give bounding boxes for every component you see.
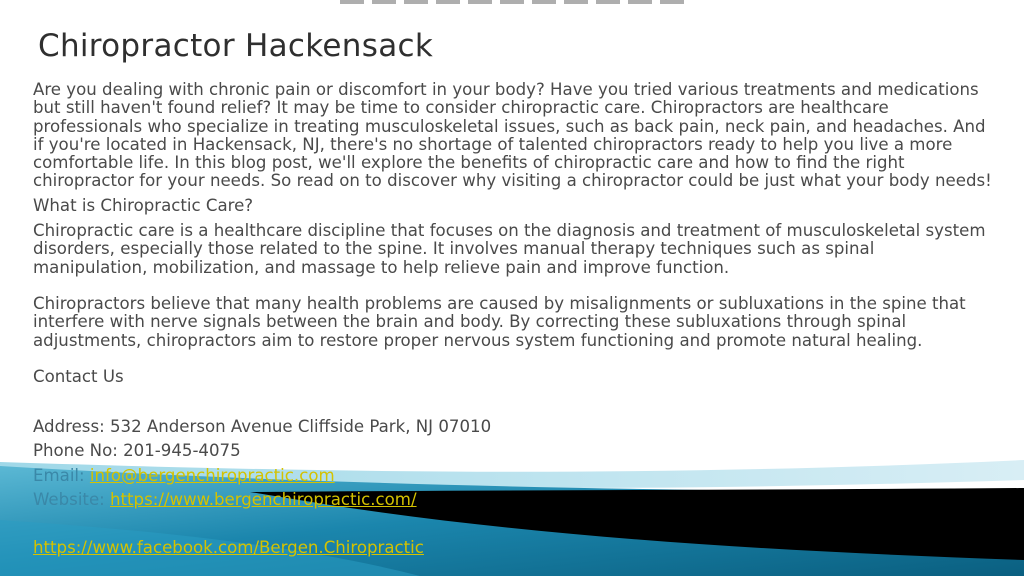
section-heading: What is Chiropractic Care? <box>33 195 254 215</box>
email-label: Email: <box>33 465 85 485</box>
website-line <box>33 488 993 512</box>
contact-heading: Contact Us <box>33 366 124 386</box>
phone-line: Phone No: 201-945-4075 <box>33 441 241 461</box>
chiropractic-care-paragraph: Chiropractic care is a healthcare discipline that focuses on the diagnosis and treatment of musculoskeletal system disorders, especially those related to the spine. It involves manual therapy techniques such as spinal manipulation, mobilization, and massage to help relieve pain and improve function. <box>33 221 986 277</box>
page-title: Chiropractor Hackensack <box>38 28 434 64</box>
website-label: Website: <box>33 490 105 510</box>
website-link[interactable]: https://www.bergenchiropractic.com/ <box>110 490 417 510</box>
address-line: Address: 532 Anderson Avenue Cliffside Park, NJ 07010 <box>33 417 492 437</box>
spacer <box>33 512 993 536</box>
intro-paragraph: Are you dealing with chronic pain or discomfort in your body? Have you tried various treatments and medications but still haven't found relief? It may be time to consider chiropractic care. Chiropractors are healthcare professionals who specialize in treating musculoskeletal issues, such as back pain, neck pain, and headaches. And if you're located in Hackensack, NJ, there's no shortage of talented chiropractors ready to help you live a more comfortable life. In this blog post, we'll explore the benefits of chiropractic care and how to find the right chiropractor for your needs. So read on to discover why visiting a chiropractor could be just what your body needs! <box>33 80 992 191</box>
cut-off-header-text <box>340 0 690 4</box>
email-line <box>33 464 993 488</box>
body-content <box>33 81 993 561</box>
chiropractors-believe-paragraph: Chiropractors believe that many health problems are caused by misalignments or subluxations in the spine that interfere with nerve signals between the brain and body. By correcting these subluxations through spinal adjustments, chiropractors aim to restore proper nervous system functioning and promote natural healing. <box>33 293 966 350</box>
facebook-line <box>33 536 993 560</box>
facebook-link[interactable]: https://www.facebook.com/Bergen.Chiropractic <box>33 538 424 558</box>
email-link[interactable]: info@bergenchiropractic.com <box>89 465 335 485</box>
